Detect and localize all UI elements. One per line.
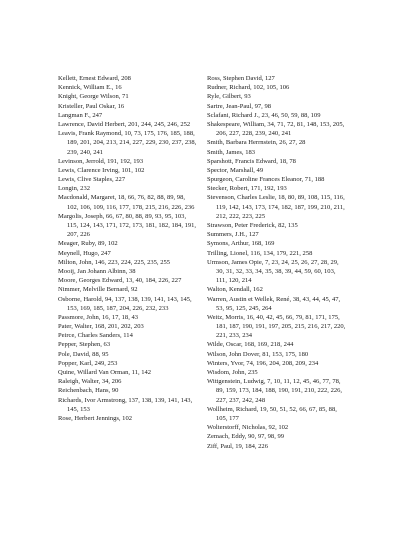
- index-entry: Knight, George Wilson, 71: [58, 93, 129, 101]
- index-entry: Kellett, Ernest Edward, 208: [58, 75, 131, 82]
- index-entry: Meager, Ruby, 89, 102: [58, 240, 118, 248]
- index-right-column: [207, 74, 347, 451]
- index-entry: Strawson, Peter Frederick, 82, 135: [207, 222, 298, 229]
- index-entry: Lawrence, David Herbert, 201, 244, 245, 246, 252: [58, 120, 191, 128]
- index-entry: Longin, 232: [58, 185, 91, 193]
- index-entry: Passmore, John, 16, 17, 18, 43: [58, 313, 139, 321]
- index-entry: Urmson, James Opie, 7, 23, 24, 25, 26, 27, 28, 29, 30, 31, 32, 33, 34, 35, 38, 39, 44, 59, 60, 103, 111, 120, 214: [207, 258, 339, 285]
- index-entry: Rose, Herbert Jennings, 102: [58, 414, 133, 422]
- index-entry: Pater, Walter, 168, 201, 202, 203: [58, 323, 144, 331]
- index-entry: Macdonald, Margaret, 18, 66, 76, 82, 88, 89, 98, 102, 106, 109, 116, 177, 178, 215, 216, 226, 236: [58, 194, 195, 211]
- index-entry: Wolterstorff, Nicholas, 92, 102: [207, 424, 289, 432]
- index-entry: Warren, Austin et Wellek, René, 38, 43, 44, 45, 47, 53, 95, 125, 245, 264: [207, 295, 341, 312]
- index-entry: Ryle, Gilbert, 93: [207, 93, 251, 101]
- index-entry: Summers, J.H., 127: [207, 231, 259, 239]
- index-entry: Wittgenstein, Ludwig, 7, 10, 11, 12, 45, 46, 77, 78, 89, 159, 173, 184, 188, 190, 191, 210, 222, 226, 227, 237, 242, 248: [207, 378, 343, 404]
- index-entry: Richards, Ivor Armstrong, 137, 138, 139, 141, 143, 145, 153: [58, 396, 193, 413]
- index-entry: Trilling, Lionel, 116, 134, 179, 221, 258: [207, 249, 313, 257]
- index-entry: Sparshott, Francis Edward, 18, 78: [207, 157, 296, 165]
- index-entry: Margolis, Joseph, 66, 67, 80, 88, 89, 93, 95, 103, 115, 124, 143, 171, 172, 173, 181, 182, 184, 191, 207, 226: [58, 212, 197, 239]
- index-entry: Shakespeare, William, 34, 71, 72, 81, 148, 153, 205, 206, 227, 228, 239, 240, 241: [207, 120, 345, 138]
- index-left-column: [58, 74, 198, 423]
- index-entry: Lewis, Clive Staples, 227: [58, 176, 126, 184]
- index-entry: Raleigh, Walter, 34, 206: [58, 378, 122, 386]
- index-entry: Lewis, Clarence Irving, 101, 102: [58, 166, 145, 174]
- index-entry: Popper, Karl, 249, 253: [58, 359, 118, 367]
- index-entry: Wilde, Oscar, 168, 169, 218, 244: [207, 341, 294, 349]
- index-entry: Stecker, Robert, 171, 192, 193: [207, 185, 287, 193]
- index-entry: Zemach, Eddy, 90, 97, 98, 99: [207, 433, 285, 441]
- index-entry: Nimmer, Melville Bernard, 92: [58, 286, 138, 294]
- index-entry: Mooij, Jan Johann Albinn, 38: [58, 267, 136, 275]
- index-entry: Milton, John, 146, 223, 224, 225, 235, 255: [58, 258, 171, 266]
- index-entry: Rudner, Richard, 102, 105, 106: [207, 84, 290, 92]
- index-entry: Walton, Kendall, 162: [207, 286, 263, 294]
- index-entry: Kristeller, Paul Oskar, 16: [58, 102, 125, 110]
- index-entry: Quine, Willard Van Orman, 11, 142: [58, 369, 152, 376]
- index-entry: Ross, Stephen David, 127: [207, 75, 275, 82]
- index-entry: Smith, James, 183: [207, 148, 256, 156]
- index-entry: Reichenbach, Hans, 90: [58, 387, 119, 395]
- index-entry: Sclafani, Richard J., 23, 46, 50, 59, 88, 109: [207, 111, 321, 119]
- index-entry: Pepper, Stephen, 63: [58, 341, 111, 349]
- index-entry: Moore, Georges Edward, 13, 40, 184, 226, 227: [58, 277, 182, 285]
- index-entry: Weitz, Morris, 16, 40, 42, 45, 66, 79, 81, 171, 175, 181, 187, 190, 191, 197, 205, 215, 216, 217, 220, 221, 233, 234: [207, 313, 346, 340]
- index-entry: Ziff, Paul, 19, 184, 226: [207, 442, 268, 450]
- index-entry: Peirce, Charles Sanders, 114: [58, 332, 133, 340]
- index-entry: Langman F., 247: [58, 111, 103, 119]
- index-entry: Meynell, Hugo, 247: [58, 249, 111, 257]
- index-entry: Pole, David, 88, 95: [58, 350, 109, 358]
- index-entry: Kennick, William E., 16: [58, 84, 122, 92]
- index-entry: Wollheim, Richard, 19, 50, 51, 52, 66, 67, 85, 88, 105, 177: [207, 405, 337, 422]
- index-entry: Wisdom, John, 235: [207, 369, 258, 376]
- index-entry: Winters, Yvor, 74, 196, 204, 208, 209, 234: [207, 359, 319, 367]
- index-entry: Stevenson, Charles Leslie, 18, 80, 89, 108, 115, 116, 119, 142, 143, 173, 174, 182, 187, 199, 210, 211, 212, 222, 223, 225: [207, 194, 345, 220]
- index-entry: Spurgeon, Caroline Frances Eleanor, 71, 188: [207, 176, 325, 184]
- index-entry: Osborne, Harold, 94, 137, 138, 139, 141, 143, 145, 153, 169, 185, 187, 204, 226, 232, 233: [58, 295, 192, 312]
- index-entry: Wilson, John Dover, 81, 153, 175, 180: [207, 350, 309, 358]
- index-entry: Leavis, Frank Raymond, 10, 73, 175, 176, 185, 188, 189, 201, 204, 213, 214, 227, 229, 230, 237, 238, 239, 240, 241: [58, 130, 197, 156]
- index-entry: Symons, Arthur, 168, 169: [207, 240, 275, 248]
- index-entry: Spector, Marshall, 49: [207, 166, 264, 174]
- index-entry: Levinson, Jerrold, 191, 192, 193: [58, 157, 144, 165]
- index-entry: Sartre, Jean-Paul, 97, 98: [207, 102, 271, 110]
- index-entry: Smith, Barbara Herrnstein, 26, 27, 28: [207, 139, 306, 147]
